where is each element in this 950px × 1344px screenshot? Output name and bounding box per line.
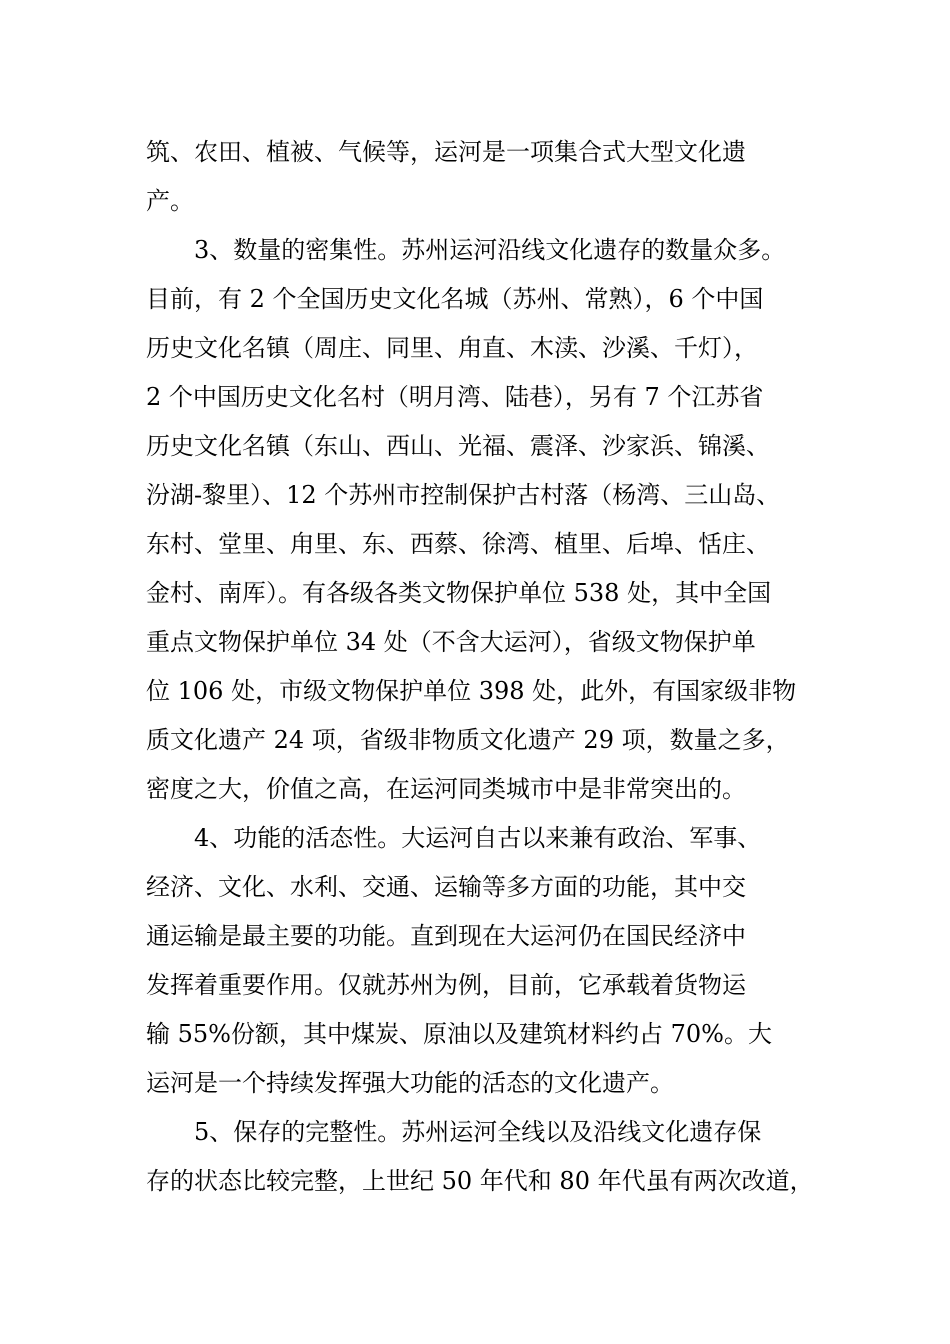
text-line: 2 个中国历史文化名村（明月湾、陆巷），另有 7 个江苏省 (146, 383, 764, 411)
text-line: 历史文化名镇（周庄、同里、甪直、木渎、沙溪、千灯）， (146, 334, 758, 362)
text-line: 产。 (146, 187, 194, 215)
text-line: 筑、农田、植被、气候等，运河是一项集合式大型文化遗 (146, 138, 746, 166)
text-line: 存的状态比较完整，上世纪 50 年代和 80 年代虽有两次改道， (146, 1167, 814, 1195)
text-line: 通运输是最主要的功能。直到现在大运河仍在国民经济中 (146, 922, 746, 950)
text-line: 经济、文化、水利、交通、运输等多方面的功能，其中交 (146, 873, 746, 901)
text-line: 金村、南厍）。有各级各类文物保护单位 538 处，其中全国 (146, 579, 772, 607)
text-line: 历史文化名镇（东山、西山、光福、震泽、沙家浜、锦溪、 (146, 432, 770, 460)
text-line: 东村、堂里、甪里、东、西蔡、徐湾、植里、后埠、恬庄、 (146, 530, 770, 558)
paragraph-start-line: 4、功能的活态性。大运河自古以来兼有政治、军事、 (194, 824, 762, 852)
text-line: 密度之大，价值之高，在运河同类城市中是非常突出的。 (146, 775, 746, 803)
text-line: 汾湖-黎里）、12 个苏州市控制保护古村落（杨湾、三山岛、 (146, 481, 781, 509)
text-line: 输 55%份额，其中煤炭、原油以及建筑材料约占 70%。大 (146, 1020, 772, 1048)
text-line: 发挥着重要作用。仅就苏州为例，目前，它承载着货物运 (146, 971, 746, 999)
text-line: 质文化遗产 24 项，省级非物质文化遗产 29 项，数量之多， (146, 726, 790, 754)
text-line: 重点文物保护单位 34 处（不含大运河），省级文物保护单 (146, 628, 756, 656)
text-line: 位 106 处，市级文物保护单位 398 处，此外，有国家级非物 (146, 677, 797, 705)
paragraph-start-line: 5、保存的完整性。苏州运河全线以及沿线文化遗存保 (194, 1118, 762, 1146)
body-text (146, 128, 826, 1206)
paragraph-start-line: 3、数量的密集性。苏州运河沿线文化遗存的数量众多。 (194, 236, 786, 264)
text-line: 运河是一个持续发挥强大功能的活态的文化遗产。 (146, 1069, 674, 1097)
text-line: 目前，有 2 个全国历史文化名城（苏州、常熟），6 个中国 (146, 285, 764, 313)
